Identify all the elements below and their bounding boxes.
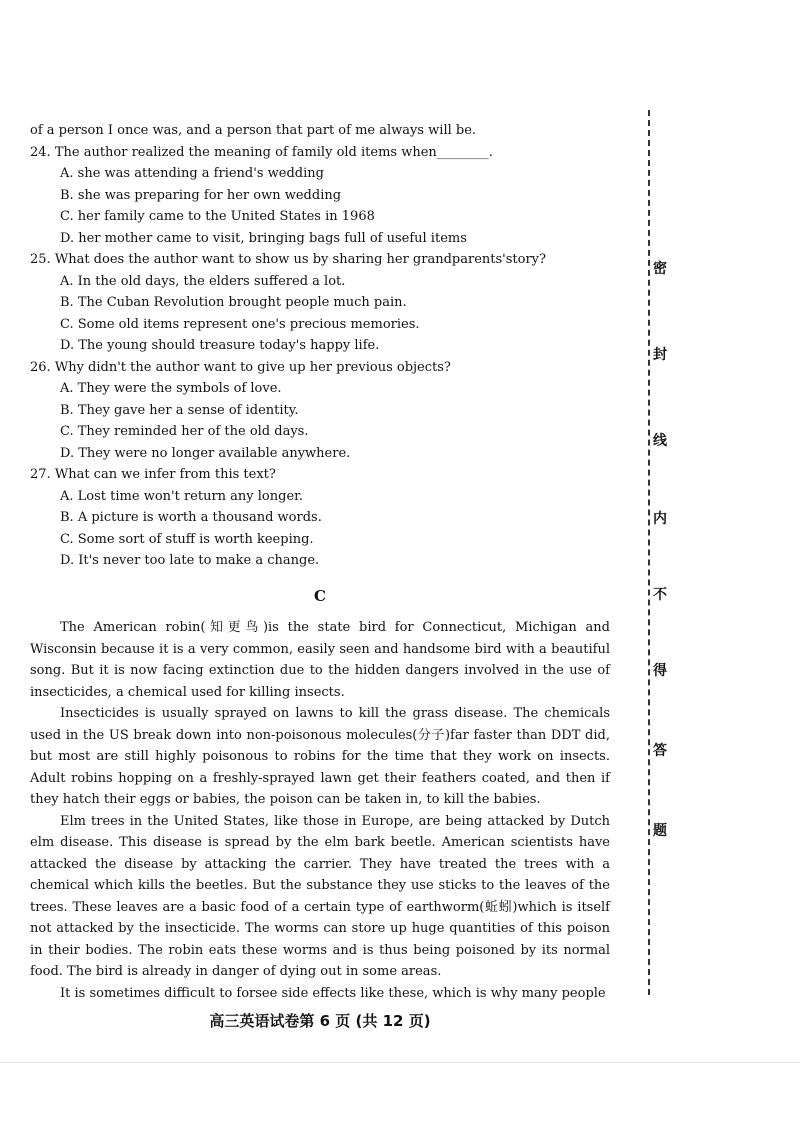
option-c: [60, 529, 610, 551]
question-26: [30, 357, 610, 465]
option-a: [60, 271, 610, 293]
option-letter: C.: [60, 209, 74, 224]
option-text: she was attending a friend's wedding: [77, 166, 324, 181]
question-number: 25.: [30, 252, 51, 267]
seal-char: 线: [653, 433, 667, 449]
seal-char: 题: [653, 823, 667, 839]
seal-char: 内: [653, 511, 667, 527]
option-letter: A.: [60, 273, 74, 289]
option-letter: D.: [60, 230, 75, 246]
option-d: [60, 228, 610, 250]
seal-char: 不: [653, 587, 667, 603]
option-d: [60, 550, 610, 572]
seal-char: 得: [653, 663, 667, 679]
option-c: [60, 206, 610, 228]
question-stem: [30, 142, 610, 164]
option-c: [60, 314, 610, 336]
option-letter: A.: [60, 381, 74, 396]
question-number: 26.: [30, 359, 51, 375]
passage-paragraph-3: Elm trees in the United States, like those in Europe, are being attacked by Dutch elm disease. This disease is spread by the elm bark beetle. American scientists have attacked the disease by attacking the carrier. They have treated the trees with a chemical which kills the beetles. But the substance they use sticks to the leaves of the trees. These leaves are a basic food of a certain type of earthworm(蚯蚓)which is itself not attacked by the insecticide. The worms can store up huge quantities of this poison in their bodies. The robin eats these worms and is thus being poisoned by its normal food. The bird is already in danger of dying out in some areas.: [30, 813, 610, 979]
bottom-divider: [0, 1062, 800, 1063]
page-content: [30, 120, 610, 1004]
passage-paragraph-1: The American robin(知更鸟)is the state bird for Connecticut, Michigan and Wisconsin because it is a very common, easily seen and handsome bird with a beautiful song. But it is now facing extinction due to the hidden dangers involved in the use of insecticides, a chemical used for killing insects.: [30, 620, 610, 700]
question-25: [30, 249, 610, 357]
option-text: her mother came to visit, bringing bags full of useful items: [78, 230, 467, 246]
option-text: Some old items represent one's precious memories.: [77, 316, 420, 332]
option-letter: B.: [60, 295, 74, 310]
option-letter: A.: [60, 166, 74, 181]
option-b: [60, 400, 610, 422]
option-text: Lost time won't return any longer.: [77, 488, 304, 504]
option-text: she was preparing for her own wedding: [77, 187, 342, 203]
option-text: They reminded her of the old days.: [77, 424, 309, 439]
option-text: Some sort of stuff is worth keeping.: [77, 531, 314, 547]
option-letter: B.: [60, 402, 74, 418]
question-text: Why didn't the author want to give up her previous objects?: [54, 359, 451, 375]
question-text: What can we infer from this text?: [54, 467, 276, 482]
option-text: The young should treasure today's happy life.: [78, 338, 380, 353]
option-letter: C.: [60, 424, 74, 439]
seal-char: 答: [653, 743, 667, 759]
option-letter: B.: [60, 510, 74, 525]
option-b: [60, 292, 610, 314]
option-d: [60, 443, 610, 465]
seal-line: [648, 110, 650, 995]
option-letter: A.: [60, 488, 74, 504]
option-letter: B.: [60, 187, 74, 203]
lead-in-text: of a person I once was, and a person that part of me always will be.: [30, 123, 477, 138]
seal-char: 密: [653, 261, 667, 277]
option-text: They gave her a sense of identity.: [77, 402, 299, 418]
seal-char: 封: [653, 347, 667, 363]
option-text: A picture is worth a thousand words.: [77, 510, 322, 525]
question-stem: [30, 464, 610, 486]
option-b: [60, 185, 610, 207]
option-a: [60, 486, 610, 508]
option-text: her family came to the United States in 1968: [77, 209, 375, 224]
option-letter: C.: [60, 531, 74, 547]
question-number: 24.: [30, 144, 51, 160]
passage-paragraph-2: Insecticides is usually sprayed on lawns to kill the grass disease. The chemicals used in the US break down into non-poisonous molecules(分子)far faster than DDT did, but most are still highly poisonous to robins for the time that they work on insects. Adult robins hopping on a freshly-sprayed lawn get their feathers coated, and then if they hatch their eggs or babies, the poison can be taken in, to kill the babies.: [30, 706, 610, 807]
option-text: The Cuban Revolution brought people much pain.: [77, 295, 407, 310]
page-footer: 高三英语试卷第 6 页 (共 12 页): [209, 1012, 431, 1030]
option-text: They were the symbols of love.: [77, 381, 282, 396]
option-text: In the old days, the elders suffered a lot.: [77, 273, 346, 289]
question-number: 27.: [30, 467, 51, 482]
question-text: The author realized the meaning of family old items when________.: [54, 144, 493, 160]
option-text: It's never too late to make a change.: [78, 553, 320, 568]
question-stem: [30, 249, 610, 271]
option-letter: D.: [60, 553, 75, 568]
option-b: [60, 507, 610, 529]
option-letter: D.: [60, 445, 75, 461]
option-a: [60, 163, 610, 185]
question-stem: [30, 357, 610, 379]
passage-paragraph-4: It is sometimes difficult to forsee side effects like these, which is why many people: [60, 985, 606, 1001]
option-d: [60, 335, 610, 357]
question-24: [30, 142, 610, 250]
option-letter: C.: [60, 316, 74, 332]
option-a: [60, 378, 610, 400]
question-text: What does the author want to show us by sharing her grandparents'story?: [54, 252, 546, 267]
option-c: [60, 421, 610, 443]
section-title: C: [314, 586, 326, 605]
option-letter: D.: [60, 338, 75, 353]
option-text: They were no longer available anywhere.: [78, 445, 351, 461]
question-27: [30, 464, 610, 572]
